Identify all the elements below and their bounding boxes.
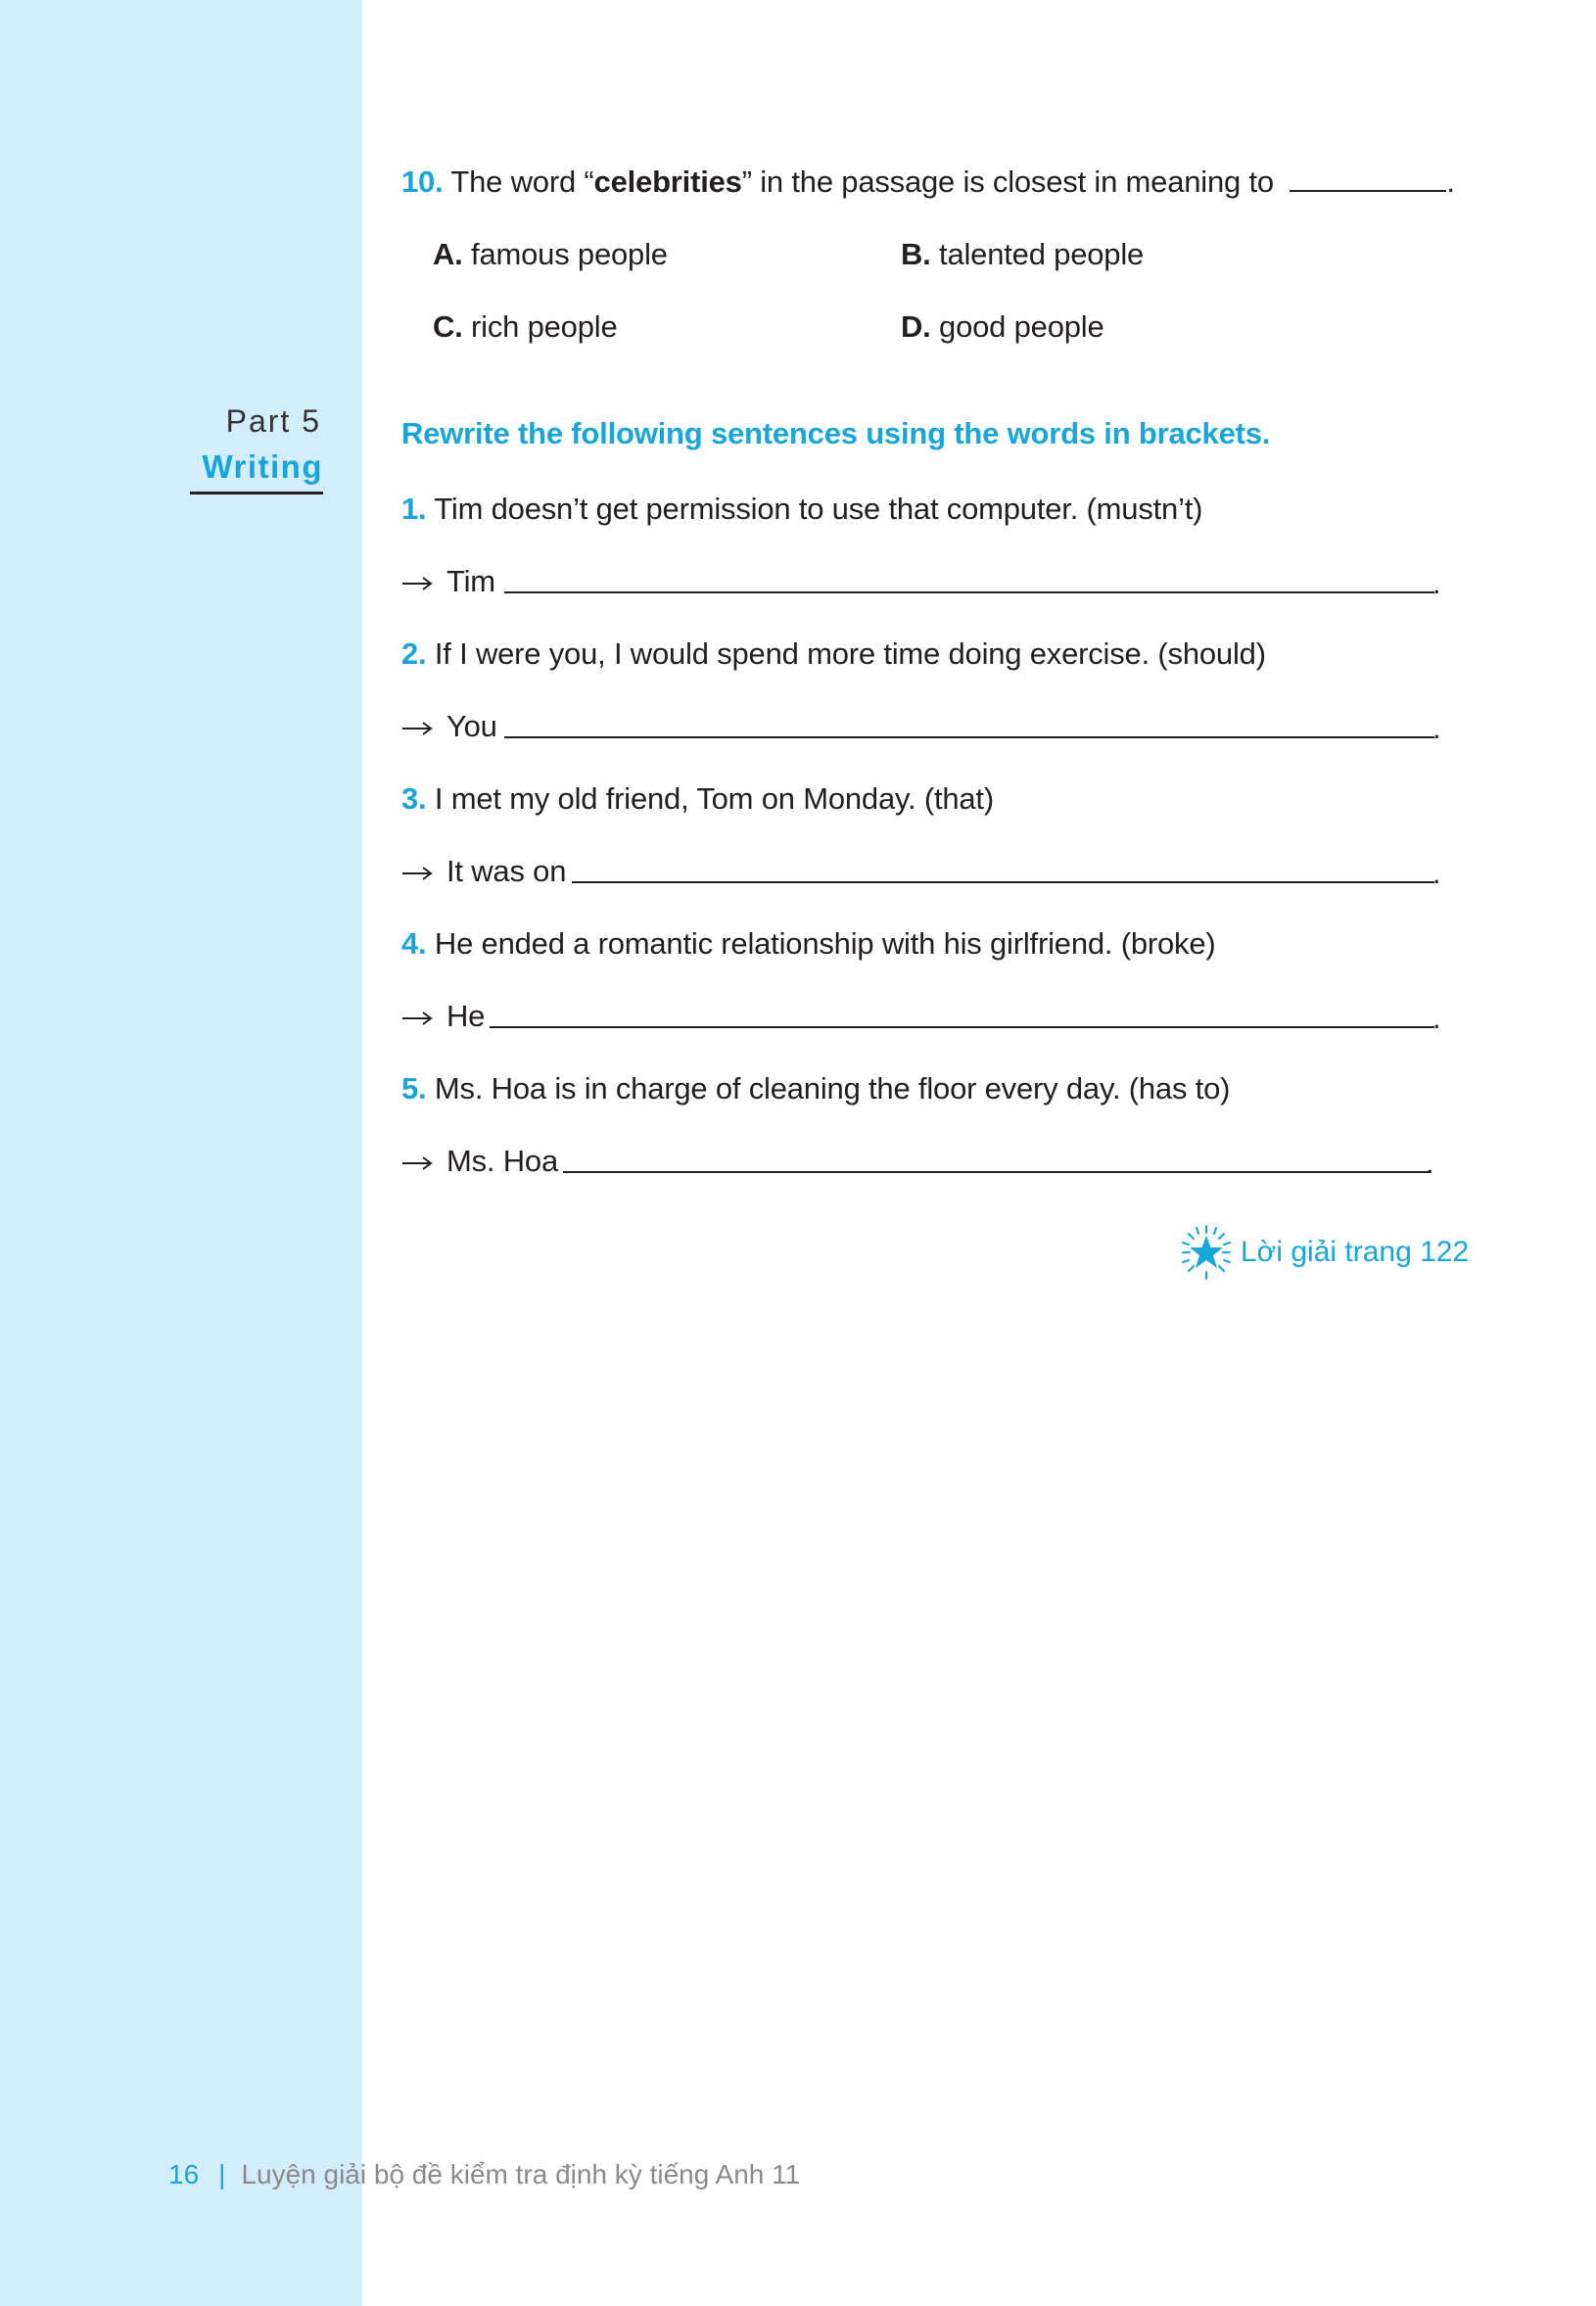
option-c[interactable] <box>433 307 618 347</box>
answer-end-dot: . <box>1432 711 1441 745</box>
question-10 <box>401 163 1455 202</box>
answer-line-3[interactable] <box>572 881 1434 883</box>
left-sidebar <box>0 0 362 2306</box>
exercise-4 <box>401 924 1216 964</box>
arrow-right-icon <box>401 1012 433 1025</box>
instruction: Rewrite the following sentences using the words in brackets. <box>401 416 1271 450</box>
option-b[interactable] <box>901 235 1144 274</box>
arrow-right-icon <box>401 1156 433 1170</box>
option-letter: C. <box>433 309 463 344</box>
answer-end-dot: . <box>1432 1001 1441 1035</box>
answer-end-dot: . <box>1432 566 1441 600</box>
book-title: Luyện giải bộ đề kiểm tra định kỳ tiếng Anh 11 <box>241 2159 801 2189</box>
exercise-sentence: He ended a romantic relationship with his girlfriend. (broke) <box>434 926 1216 961</box>
answer-row-4 <box>401 997 485 1036</box>
answer-row-3 <box>401 852 566 891</box>
exercise-number: 1. <box>401 492 427 526</box>
solution-text: Lời giải trang 122 <box>1241 1236 1470 1268</box>
question-number: 10. <box>401 165 444 199</box>
footer-separator: | <box>218 2159 226 2189</box>
exercise-sentence: If I were you, I would spend more time doing exercise. (should) <box>434 636 1266 671</box>
answer-row-2 <box>401 707 497 746</box>
answer-blank[interactable] <box>1290 165 1446 192</box>
exercise-number: 3. <box>401 781 427 816</box>
answer-end-dot: . <box>1432 856 1441 890</box>
exercise-3 <box>401 779 994 819</box>
arrow-right-icon <box>401 867 433 880</box>
option-text: talented people <box>939 237 1145 271</box>
exercise-5 <box>401 1069 1230 1108</box>
answer-row-1 <box>401 562 495 601</box>
answer-line-5[interactable] <box>563 1171 1429 1173</box>
star-icon <box>1180 1224 1233 1281</box>
answer-start: You <box>446 709 497 743</box>
exercise-sentence: Ms. Hoa is in charge of cleaning the floor every day. (has to) <box>434 1071 1231 1106</box>
exercise-number: 5. <box>401 1071 427 1106</box>
exercise-1 <box>401 490 1202 529</box>
option-d[interactable] <box>901 307 1104 347</box>
question-text-before: The word “ <box>450 165 594 199</box>
option-letter: B. <box>901 237 931 271</box>
option-text: famous people <box>471 237 668 271</box>
question-text-after: ” in the passage is closest in meaning to <box>741 165 1274 199</box>
option-text: rich people <box>471 309 618 344</box>
option-text: good people <box>939 309 1104 344</box>
answer-row-5 <box>401 1142 558 1181</box>
page-footer <box>168 2159 800 2190</box>
part-label: Part 5 <box>225 403 321 439</box>
answer-line-2[interactable] <box>504 736 1434 738</box>
answer-start: Ms. Hoa <box>446 1144 559 1178</box>
exercise-2 <box>401 635 1266 674</box>
solution-link[interactable] <box>1180 1224 1469 1281</box>
answer-start: He <box>446 999 486 1033</box>
exercise-number: 4. <box>401 926 427 961</box>
answer-line-1[interactable] <box>504 591 1434 593</box>
part-title: Writing <box>190 448 323 494</box>
arrow-right-icon <box>401 577 433 590</box>
exercise-sentence: Tim doesn’t get permission to use that computer. (mustn’t) <box>434 492 1203 526</box>
question-keyword: celebrities <box>593 165 742 199</box>
answer-line-4[interactable] <box>490 1026 1434 1028</box>
arrow-right-icon <box>401 722 433 735</box>
option-letter: D. <box>901 309 931 344</box>
question-end-dot: . <box>1446 165 1455 199</box>
page-number: 16 <box>168 2159 200 2189</box>
option-a[interactable] <box>433 235 668 274</box>
answer-start: Tim <box>446 564 495 598</box>
answer-end-dot: . <box>1426 1146 1434 1180</box>
exercise-sentence: I met my old friend, Tom on Monday. (that) <box>434 781 994 816</box>
option-letter: A. <box>433 237 463 271</box>
exercise-number: 2. <box>401 636 427 671</box>
answer-start: It was on <box>446 854 567 888</box>
